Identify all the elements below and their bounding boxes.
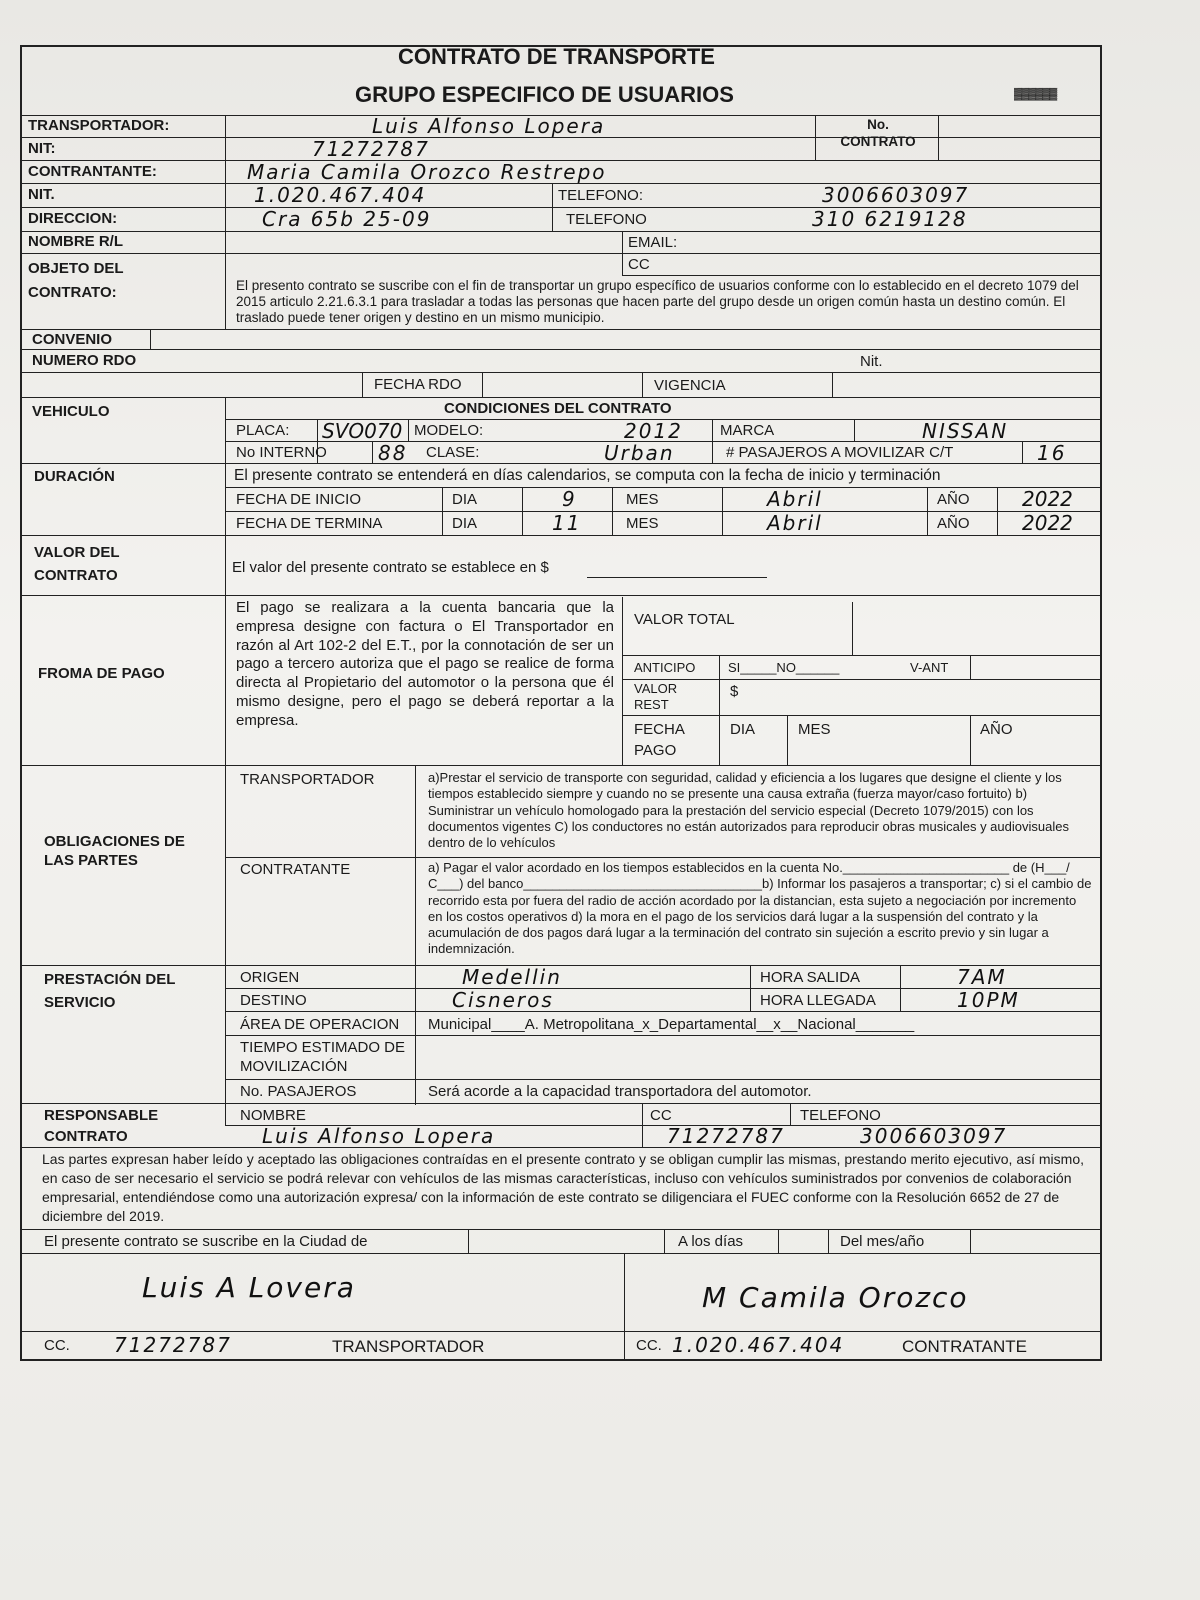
- responsable-cc-field[interactable]: 71272787: [667, 1124, 785, 1148]
- tiempo-label: TIEMPO ESTIMADO DE MOVILIZACIÓN: [240, 1039, 406, 1075]
- v-ant-label: V-ANT: [910, 660, 949, 675]
- telefono-label: TELEFONO:: [558, 187, 644, 204]
- forma-pago-label: FROMA DE PAGO: [38, 665, 165, 682]
- modelo-label: MODELO:: [414, 422, 484, 439]
- mes-ano-label: Del mes/año: [840, 1233, 925, 1250]
- duracion-text: El presente contrato se entenderá en días calendarios, se computa con la fecha de inicio y terminación: [234, 467, 941, 484]
- modelo-field[interactable]: 2012: [624, 419, 683, 443]
- no-contrato-label: No. CONTRATO: [840, 117, 916, 149]
- fecha-rdo-label: FECHA RDO: [374, 376, 462, 393]
- duracion-label: DURACIÓN: [34, 468, 115, 485]
- clase-field[interactable]: Urban: [604, 441, 675, 465]
- no-pasajeros-text: Será acorde a la capacidad transportadora del automotor.: [428, 1083, 812, 1100]
- objeto-label: OBJETO DEL CONTRATO:: [28, 260, 124, 301]
- fecha-pago-mes: MES: [798, 721, 831, 738]
- cc-contratante-label: CC.: [636, 1337, 662, 1354]
- nit2-label: NIT.: [28, 186, 55, 203]
- direccion-label: DIRECCION:: [28, 210, 118, 227]
- obligaciones-contratante-label: CONTRATANTE: [240, 861, 351, 878]
- marca-label: MARCA: [720, 422, 775, 439]
- clase-label: CLASE:: [426, 444, 480, 461]
- origen-label: ORIGEN: [240, 969, 300, 986]
- nit2-field[interactable]: 1.020.467.404: [254, 183, 427, 207]
- placa-field[interactable]: SVO070: [322, 419, 403, 443]
- anticipo-si-no-field[interactable]: SI_____NO______: [728, 660, 840, 675]
- vigencia-label: VIGENCIA: [654, 377, 726, 394]
- firma-contratante: M Camila Orozco: [702, 1281, 969, 1314]
- email-label: EMAIL:: [628, 234, 678, 251]
- hora-salida-field[interactable]: 7AM: [957, 965, 1007, 989]
- nit-label: NIT:: [28, 140, 56, 157]
- anticipo-label: ANTICIPO: [634, 660, 696, 675]
- area-label: ÁREA DE OPERACION: [240, 1016, 400, 1033]
- obligaciones-transportador-label: TRANSPORTADOR: [240, 771, 375, 788]
- fecha-pago-ano: AÑO: [980, 721, 1013, 738]
- fin-ano-field[interactable]: 2022: [1022, 511, 1073, 535]
- fecha-pago-dia: DIA: [730, 721, 756, 738]
- contratante-label: CONTRANTANTE:: [28, 163, 157, 180]
- document-subtitle: GRUPO ESPECIFICO DE USUARIOS: [355, 82, 734, 107]
- inicio-ano-field[interactable]: 2022: [1022, 487, 1073, 511]
- numero-rdo-label: NUMERO RDO: [32, 352, 137, 369]
- contract-form: [20, 45, 1102, 1361]
- pasajeros-field[interactable]: 16: [1037, 441, 1067, 465]
- vehiculo-label: VEHICULO: [32, 403, 110, 420]
- destino-label: DESTINO: [240, 992, 307, 1009]
- no-pasajeros-label: No. PASAJEROS: [240, 1083, 357, 1100]
- cc-transportador-label: CC.: [44, 1337, 70, 1354]
- cc-transportador-field[interactable]: 71272787: [114, 1333, 232, 1357]
- obligaciones-contratante-text: a) Pagar el valor acordado en los tiempos establecidos en la cuenta No._______________________ de (H___/ C___) del banco_________________________________b) Informar los pasajeros a transportar; c) si el cambio de recorrido esta por fuera del radio de acción acordado por la distancian, esta sujeto a negociación por incremento en los costos operativos d) la mora en el pago de los servicios dará lugar a la suspensión del contrato y la acumulación de dos pagos dará lugar a la terminación del contrato sin sujeción a escrito previo y sin lugar a indemnización.: [428, 860, 1092, 957]
- hora-llegada-field[interactable]: 10PM: [957, 988, 1020, 1012]
- condiciones-heading: CONDICIONES DEL CONTRATO: [444, 400, 672, 417]
- nit-field[interactable]: 71272787: [312, 137, 430, 161]
- inicio-dia-label: DIA: [452, 491, 478, 508]
- dias-label: A los días: [678, 1233, 744, 1250]
- transportador-field[interactable]: Luis Alfonso Lopera: [372, 114, 606, 138]
- convenio-label: CONVENIO: [32, 331, 113, 348]
- hora-salida-label: HORA SALIDA: [760, 969, 861, 986]
- fecha-inicio-label: FECHA DE INICIO: [236, 491, 362, 508]
- firma-transportador: Luis A Lovera: [142, 1271, 356, 1304]
- responsable-telefono-label: TELEFONO: [800, 1107, 881, 1124]
- responsable-nombre-field[interactable]: Luis Alfonso Lopera: [262, 1124, 496, 1148]
- interno-label: No INTERNO: [236, 444, 327, 461]
- inicio-ano-label: AÑO: [937, 491, 970, 508]
- cc-contratante-field[interactable]: 1.020.467.404: [672, 1333, 845, 1357]
- hora-llegada-label: HORA LLEGADA: [760, 992, 876, 1009]
- destino-field[interactable]: Cisneros: [452, 988, 554, 1012]
- telefono2-label: TELEFONO: [566, 211, 647, 228]
- fin-mes-label: MES: [626, 515, 659, 532]
- obligaciones-transportador-text: a)Prestar el servicio de transporte con seguridad, calidad y eficiencia a los lugares que designe el cliente y los tiempos establecido siempre y cuando no se presente una causa extraña (fuerza mayor/caso fortuito) b) Suministrar un vehículo homologado para la prestación del servicio especial (Decreto 1079/2015) con los documentos vigentes C) los conductores no están autorizados para reproducir obras musicales y audiovisuales dentro de lo vehículos: [428, 770, 1069, 850]
- responsable-telefono-field[interactable]: 3006603097: [860, 1124, 1008, 1148]
- servicio-label: PRESTACIÓN DEL SERVICIO: [44, 971, 176, 1011]
- inicio-mes-label: MES: [626, 491, 659, 508]
- nit-convenio-label: Nit.: [860, 353, 883, 370]
- nombre-rl-label: NOMBRE R/L: [28, 233, 123, 250]
- fin-ano-label: AÑO: [937, 515, 970, 532]
- valor-total-label: VALOR TOTAL: [634, 611, 735, 628]
- telefono-field[interactable]: 3006603097: [822, 183, 970, 207]
- fecha-fin-label: FECHA DE TERMINA: [236, 515, 383, 532]
- ciudad-label: El presente contrato se suscribe en la Ciudad de: [44, 1233, 368, 1250]
- transportador-sign-label: TRANSPORTADOR: [332, 1337, 485, 1356]
- marca-field[interactable]: NISSAN: [922, 419, 1009, 443]
- inicio-dia-field[interactable]: 9: [562, 487, 577, 511]
- valor-label: VALOR DEL CONTRATO: [34, 544, 120, 585]
- interno-field[interactable]: 88: [378, 441, 408, 465]
- responsable-label: RESPONSABLE CONTRATO: [44, 1107, 159, 1145]
- pasajeros-label: # PASAJEROS A MOVILIZAR C/T: [726, 444, 954, 461]
- contratante-sign-label: CONTRATANTE: [902, 1337, 1027, 1356]
- inicio-mes-field[interactable]: Abril: [767, 487, 823, 511]
- telefono2-field[interactable]: 310 6219128: [812, 207, 968, 231]
- origen-field[interactable]: Medellin: [462, 965, 562, 989]
- cc-label: CC: [628, 256, 650, 273]
- valor-rest-dollar: $: [730, 683, 739, 700]
- area-field[interactable]: Municipal____A. Metropolitana_x_Departamental__x__Nacional_______: [428, 1016, 915, 1033]
- transportador-label: TRANSPORTADOR:: [28, 117, 170, 134]
- responsable-cc-label: CC: [650, 1107, 672, 1124]
- contratante-field[interactable]: Maria Camila Orozco Restrepo: [247, 160, 607, 184]
- direccion-field[interactable]: Cra 65b 25-09: [262, 207, 432, 231]
- fin-dia-label: DIA: [452, 515, 478, 532]
- fin-dia-field[interactable]: 11: [552, 511, 582, 535]
- objeto-text: El presento contrato se suscribe con el fin de transportar un grupo específico de usuarios conforme con lo establecido en el decreto 1079 del 2015 articulo 2.21.6.3.1 para trasladar a todas las personas que hacen parte del grupo desde un origen común hasta un destino común. El traslado puede tener origen y destino en un mismo municipio.: [236, 278, 1079, 326]
- valor-text: El valor del presente contrato se establece en $: [232, 559, 549, 576]
- stamp-icon: ▓▓▓▓▓▓: [1014, 88, 1057, 100]
- fin-mes-field[interactable]: Abril: [767, 511, 823, 535]
- clausula-text: Las partes expresan haber leído y aceptado las obligaciones contraídas en el presente contrato y se obligan cumplir las mismas, prestando merito ejecutivo, así mismo, en caso de ser necesario el servicio se podrá relevar con vehículos de las mismas características, incluso con vehículos suministrados por convenios de colaboración empresarial, entendiéndose como una autorización expresa/ con la información de este contrato se diligenciara el FUEC conforme con la Resolución 6652 de 27 de diciembre del 2019.: [42, 1151, 1084, 1224]
- placa-label: PLACA:: [236, 422, 290, 439]
- document-title: CONTRATO DE TRANSPORTE: [398, 44, 715, 69]
- valor-rest-label: VALOR REST: [634, 681, 678, 713]
- responsable-nombre-label: NOMBRE: [240, 1107, 306, 1124]
- obligaciones-label: OBLIGACIONES DE LAS PARTES: [44, 833, 185, 869]
- forma-pago-text: El pago se realizara a la cuenta bancaria que la empresa designe con factura o El Transportador en razón al Art 102-2 del E.T., por la connotación de ser un pago a tercero autoriza que el pago se realice de forma directa al Propietario del automotor o la persona que él mismo designe, pero el pago se deberá reportar a la empresa.: [236, 599, 614, 729]
- fecha-pago-label: FECHA PAGO: [634, 721, 685, 759]
